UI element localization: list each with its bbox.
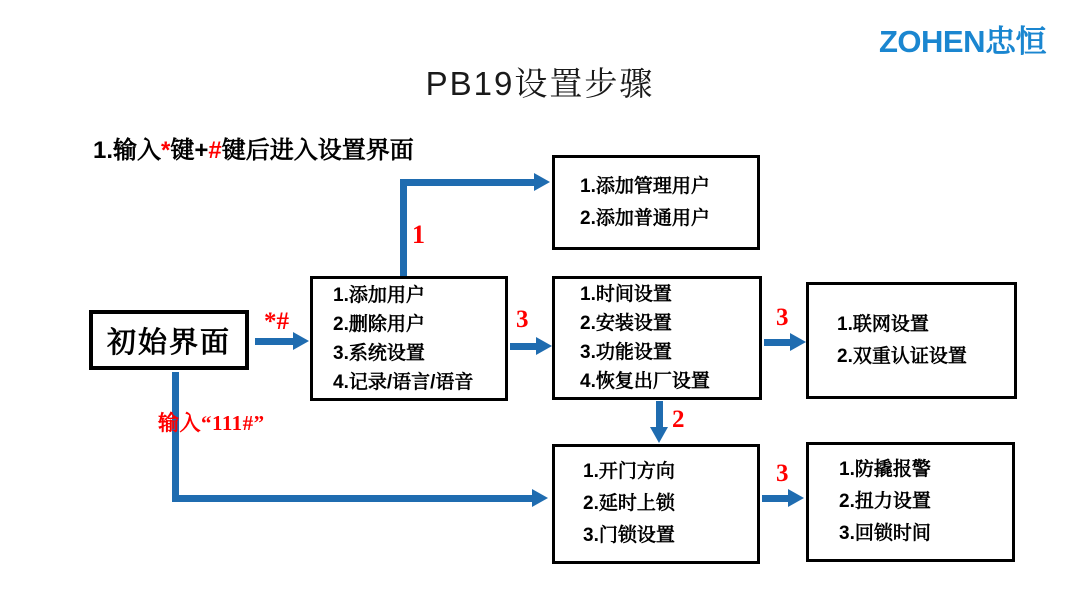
arrow-label-star-hash: *# <box>264 308 289 335</box>
arrow-time-to-door-head <box>650 427 668 443</box>
arrow-menu-to-time <box>510 343 538 350</box>
time-line-1: 1.时间设置 <box>580 284 672 305</box>
arrow-label-3c: 3 <box>776 460 789 487</box>
arrow-menu-to-adduser-horizontal <box>400 179 536 186</box>
door-line-1: 1.开门方向 <box>583 461 675 482</box>
arrow-menu-to-adduser-vertical <box>400 181 407 276</box>
instruction-part2: 键+ <box>170 137 209 164</box>
arrow-menu-to-time-head <box>536 337 552 355</box>
arrow-initial-to-menu <box>255 338 295 345</box>
box-system-settings <box>552 276 762 400</box>
arrow-door-to-alarm-head <box>788 489 804 507</box>
instruction-part3: 键后进入设置界面 <box>221 137 414 164</box>
page-title: PB19设置步骤 <box>425 65 655 102</box>
instruction-line <box>93 130 414 165</box>
time-line-4: 4.恢复出厂设置 <box>580 371 710 392</box>
arrow-initial-to-door-horizontal <box>172 495 534 502</box>
box-alarm-settings <box>806 442 1015 562</box>
arrow-label-1: 1 <box>412 220 425 249</box>
menu-line-2: 2.删除用户 <box>333 313 425 335</box>
arrow-menu-to-adduser-head <box>534 173 550 191</box>
logo-latin: ZOHEN <box>879 24 985 59</box>
add-user-line-1: 1.添加管理用户 <box>580 175 710 197</box>
arrow-initial-to-door-vertical <box>172 372 179 502</box>
menu-line-4: 4.记录/语言/语音 <box>333 371 474 393</box>
arrow-initial-to-menu-head <box>293 332 309 350</box>
time-line-3: 3.功能设置 <box>580 342 672 363</box>
arrow-label-3b: 3 <box>776 304 789 331</box>
alarm-line-3: 3.回锁时间 <box>839 523 931 544</box>
alarm-line-1: 1.防撬报警 <box>839 459 931 480</box>
time-line-2: 2.安装设置 <box>580 313 672 334</box>
menu-line-3: 3.系统设置 <box>333 342 425 364</box>
box-initial-screen <box>89 310 249 370</box>
network-line-2: 2.双重认证设置 <box>837 345 967 367</box>
zohen-logo <box>879 16 1046 61</box>
arrow-label-input-111: 输入“111#” <box>158 411 265 435</box>
star-key: * <box>161 137 171 164</box>
add-user-line-2: 2.添加普通用户 <box>580 207 710 229</box>
hash-key: # <box>208 137 222 164</box>
arrow-time-to-network <box>764 339 792 346</box>
arrow-label-3a: 3 <box>516 306 529 333</box>
box-add-user <box>552 155 760 250</box>
box-initial-label: 初始界面 <box>106 326 231 359</box>
door-line-2: 2.延时上锁 <box>583 493 675 514</box>
arrow-time-to-door <box>656 401 663 429</box>
box-door-settings <box>552 444 760 564</box>
logo-chinese: 忠恒 <box>985 24 1046 59</box>
instruction-part1: 1.输入 <box>93 137 162 164</box>
network-line-1: 1.联网设置 <box>837 313 929 335</box>
arrow-time-to-network-head <box>790 333 806 351</box>
box-network-settings <box>806 282 1017 399</box>
arrow-door-to-alarm <box>762 495 790 502</box>
menu-line-1: 1.添加用户 <box>333 284 425 306</box>
door-line-3: 3.门锁设置 <box>583 525 675 546</box>
box-main-menu <box>310 276 508 401</box>
arrow-label-2: 2 <box>672 406 685 433</box>
alarm-line-2: 2.扭力设置 <box>839 491 931 512</box>
arrow-initial-to-door-head <box>532 489 548 507</box>
